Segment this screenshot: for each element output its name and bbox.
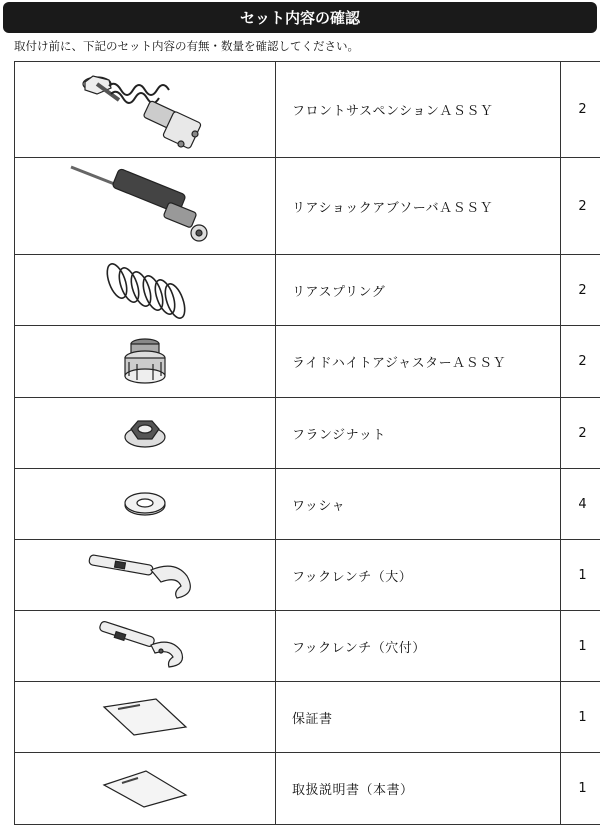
- parts-table: [14, 61, 600, 825]
- table-row: [15, 682, 600, 753]
- item-quantity: 1: [561, 611, 600, 682]
- rear-spring-icon: [103, 259, 187, 321]
- item-image-cell: [15, 469, 276, 540]
- item-image-cell: [15, 753, 276, 825]
- item-image-cell: [15, 682, 276, 753]
- item-image-cell: [15, 255, 276, 326]
- item-name: 取扱説明書（本書）: [276, 753, 561, 825]
- item-name: ワッシャ: [276, 469, 561, 540]
- table-row: [15, 540, 600, 611]
- item-image-cell: [15, 611, 276, 682]
- warranty-card-icon: [100, 697, 190, 737]
- front-suspension-icon: [75, 64, 215, 156]
- item-name: フロントサスペンションＡＳＳＹ: [276, 62, 561, 158]
- table-row: [15, 469, 600, 540]
- item-image-cell: [15, 540, 276, 611]
- table-row: [15, 158, 600, 255]
- table-row: [15, 326, 600, 398]
- ride-height-adjuster-icon: [115, 332, 175, 392]
- item-quantity: 2: [561, 158, 600, 255]
- item-quantity: 2: [561, 326, 600, 398]
- item-quantity: 1: [561, 753, 600, 825]
- flange-nut-icon: [122, 413, 168, 453]
- item-name: リアショックアブソーバＡＳＳＹ: [276, 158, 561, 255]
- item-quantity: 1: [561, 682, 600, 753]
- item-image-cell: [15, 398, 276, 469]
- section-header: [3, 2, 597, 33]
- table-row: [15, 255, 600, 326]
- item-name: フランジナット: [276, 398, 561, 469]
- section-title: セット内容の確認: [239, 9, 360, 27]
- item-image-cell: [15, 158, 276, 255]
- washer-icon: [122, 489, 168, 519]
- item-name: ライドハイトアジャスターＡＳＳＹ: [276, 326, 561, 398]
- item-name: フックレンチ（穴付）: [276, 611, 561, 682]
- item-quantity: 4: [561, 469, 600, 540]
- table-row: [15, 398, 600, 469]
- item-quantity: 2: [561, 62, 600, 158]
- item-image-cell: [15, 62, 276, 158]
- item-quantity: 2: [561, 255, 600, 326]
- manual-icon: [100, 769, 190, 809]
- table-row: [15, 753, 600, 825]
- table-row: [15, 611, 600, 682]
- hook-wrench-large-icon: [85, 550, 205, 600]
- item-name: リアスプリング: [276, 255, 561, 326]
- table-row: [15, 62, 600, 158]
- instruction-text: 取付け前に、下記のセット内容の有無・数量を確認してください。: [14, 39, 359, 53]
- rear-shock-absorber-icon: [65, 161, 225, 251]
- hook-wrench-pin-icon: [95, 621, 195, 671]
- item-quantity: 1: [561, 540, 600, 611]
- item-quantity: 2: [561, 398, 600, 469]
- item-image-cell: [15, 326, 276, 398]
- item-name: フックレンチ（大）: [276, 540, 561, 611]
- item-name: 保証書: [276, 682, 561, 753]
